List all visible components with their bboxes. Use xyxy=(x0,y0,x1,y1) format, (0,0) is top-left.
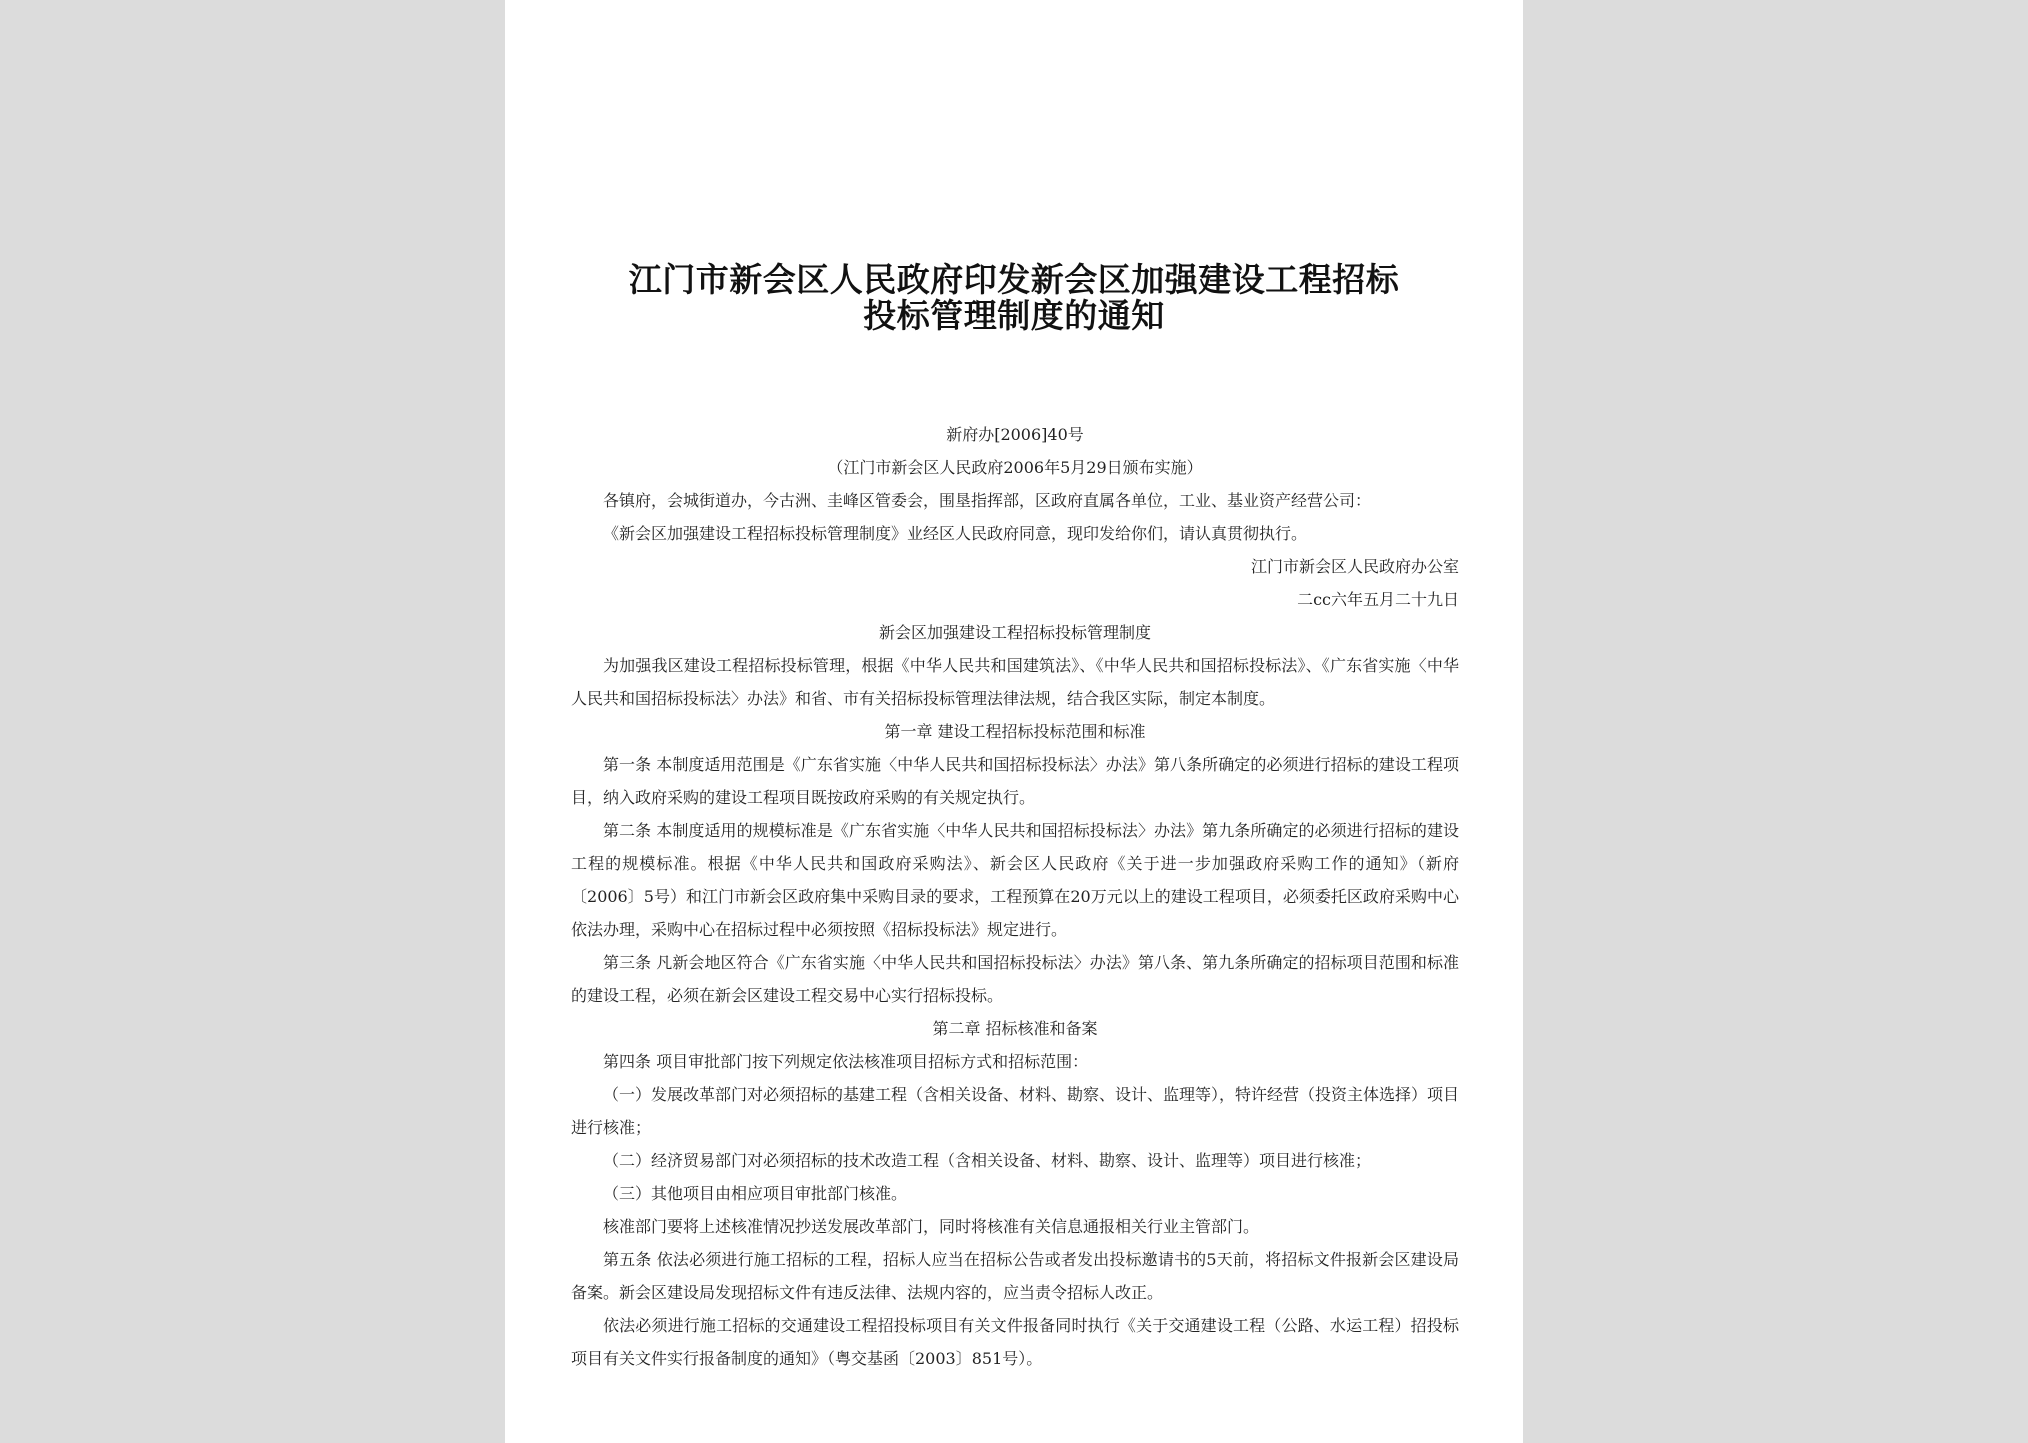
issue-note: （江门市新会区人民政府2006年5月29日颁布实施） xyxy=(827,458,1203,477)
issuer: 江门市新会区人民政府办公室 xyxy=(1250,557,1459,576)
addressees: 各镇府，会城街道办，今古洲、圭峰区管委会，围垦指挥部，区政府直属各单位，工业、基业资产经营公司： xyxy=(603,491,1372,510)
article-4: 第四条 项目审批部门按下列规定依法核准项目招标方式和招标范围： xyxy=(603,1052,1089,1071)
article-4-item-3: （三）其他项目由相应项目审批部门核准。 xyxy=(603,1184,908,1203)
document-page xyxy=(505,0,1523,1443)
article-5: 第五条 依法必须进行施工招标的工程，招标人应当在招标公告或者发出投标邀请书的5天前，将招标文件报新会区建设局备案。新会区建设局发现招标文件有违反法律、法规内容的，应当责令招标人改正。 xyxy=(571,1250,1459,1302)
document-title xyxy=(505,262,1523,334)
title-line-1: 江门市新会区人民政府印发新会区加强建设工程招标 xyxy=(628,260,1400,299)
chapter-1-title: 第一章 建设工程招标投标范围和标准 xyxy=(884,722,1146,741)
article-4-item-2: （二）经济贸易部门对必须招标的技术改造工程（含相关设备、材料、勘察、设计、监理等）项目进行核准； xyxy=(603,1151,1372,1170)
chapter-2-title: 第二章 招标核准和备案 xyxy=(932,1019,1098,1038)
article-1: 第一条 本制度适用范围是《广东省实施〈中华人民共和国招标投标法〉办法》第八条所确定的必须进行招标的建设工程项目，纳入政府采购的建设工程项目既按政府采购的有关规定执行。 xyxy=(571,755,1459,807)
approval-note: 核准部门要将上述核准情况抄送发展改革部门，同时将核准有关信息通报相关行业主管部门。 xyxy=(603,1217,1260,1236)
doc-number: 新府办[2006]40号 xyxy=(946,425,1084,444)
article-4-item-1: （一）发展改革部门对必须招标的基建工程（含相关设备、材料、勘察、设计、监理等），特许经营（投资主体选择）项目进行核准； xyxy=(571,1085,1460,1137)
intro-paragraph: 《新会区加强建设工程招标投标管理制度》业经区人民政府同意，现印发给你们，请认真贯彻执行。 xyxy=(603,524,1308,543)
transport-note: 依法必须进行施工招标的交通建设工程招投标项目有关文件报备同时执行《关于交通建设工程（公路、水运工程）招投标项目有关文件实行报备制度的通知》（粤交基函〔2003〕851号）。 xyxy=(571,1316,1459,1368)
regulation-title: 新会区加强建设工程招标投标管理制度 xyxy=(878,623,1151,642)
title-line-2: 投标管理制度的通知 xyxy=(863,296,1165,335)
document-body xyxy=(571,418,1459,1375)
preamble: 为加强我区建设工程招标投标管理，根据《中华人民共和国建筑法》、《中华人民共和国招标投标法》、《广东省实施〈中华人民共和国招标投标法〉办法》和省、市有关招标投标管理法律法规，结合我区实际，制定本制度。 xyxy=(571,656,1459,708)
issue-date: 二cc六年五月二十九日 xyxy=(1297,590,1459,609)
article-3: 第三条 凡新会地区符合《广东省实施〈中华人民共和国招标投标法〉办法》第八条、第九条所确定的招标项目范围和标准的建设工程，必须在新会区建设工程交易中心实行招标投标。 xyxy=(571,953,1459,1005)
article-2: 第二条 本制度适用的规模标准是《广东省实施〈中华人民共和国招标投标法〉办法》第九条所确定的必须进行招标的建设工程的规模标准。根据《中华人民共和国政府采购法》、新会区人民政府《关于进一步加强政府采购工作的通知》（新府〔2006〕5号）和江门市新会区政府集中采购目录的要求，工程预算在20万元以上的建设工程项目，必须委托区政府采购中心依法办理，采购中心在招标过程中必须按照《招标投标法》规定进行。 xyxy=(571,821,1459,939)
